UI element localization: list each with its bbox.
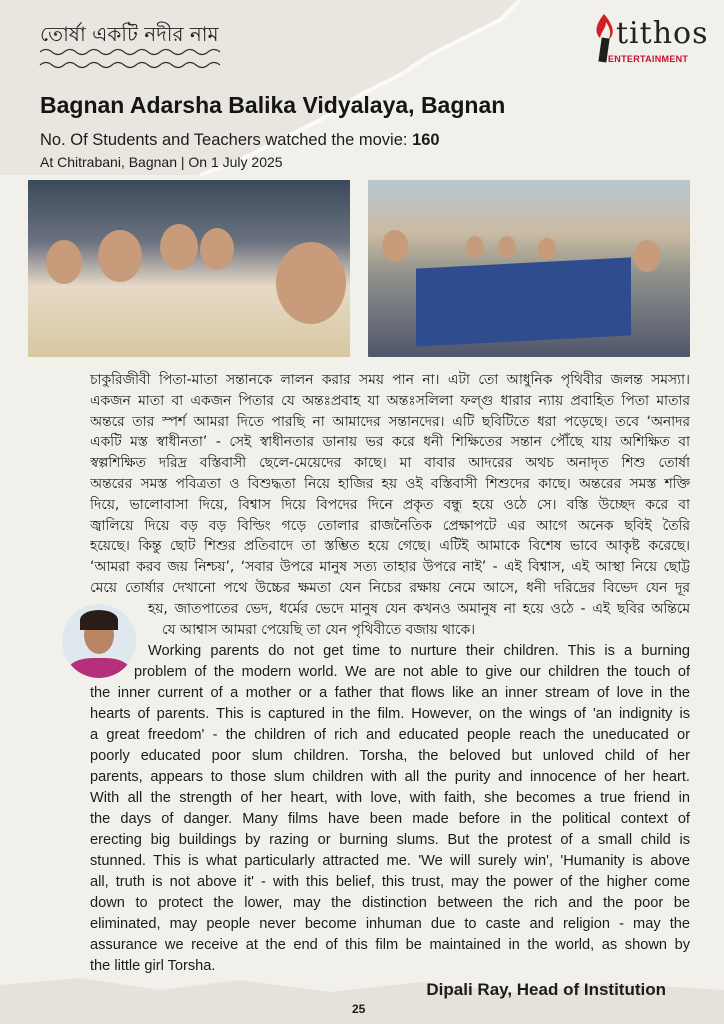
review-english-line: the inner current of a mother or a father that flows like an inner stream of love in the	[90, 685, 690, 701]
review-bengali-line: দিয়ে, ভালোবাসা দিয়ে, বিশ্বাস দিয়ে বিপদের দিনে প্রকৃত বন্ধু হয়ে ওঠে সে। বস্তি উচ্ছেদ করে বা	[90, 496, 690, 513]
review-english-line: poorly educated poor slum children. Torsha, the beloved but unloved child of her	[90, 748, 690, 764]
review-bengali-line: ‘আমরা করব জয় নিশ্চয়’, ‘সবার উপরে মানুষ সত্য তাহার উপরে নাই’ - এই বিশ্বাস, এই আস্থা নিয়ে ছোট্ট	[90, 559, 690, 576]
students-selfie-photo	[28, 180, 350, 357]
review-english-line: the days of danger. Many films have been made before in the political context of	[90, 811, 690, 827]
review-english-line: down to protect the lower, may the distinction between the rich and the poor be	[90, 895, 690, 911]
attendance-label: No. Of Students and Teachers watched the movie:	[40, 131, 413, 149]
attendance-count	[40, 131, 440, 150]
review-bengali-line: যে আশ্বাস আমরা পেয়েছি তা যেন পৃথিবীতে বজায় থাকে।	[162, 621, 476, 638]
review-bengali-line: হয়, জাতপাতের ভেদ, ধর্মের ভেদে মানুষ যেন কখনও অমানুষ না হয়ে ওঠে - এই ছবির অন্তিমে	[148, 600, 690, 617]
attendance-value: 160	[412, 131, 440, 149]
review-bengali	[90, 370, 690, 640]
review-bengali-line: হয়েছে। কিন্তু ছোট শিশুর প্রতিবাদে তা স্তম্ভিত হয়ে গেছে। এটিই আমাকে বিশেষ ভাবে আকৃষ্ট করেছে।	[90, 538, 690, 555]
school-name: Bagnan Adarsha Balika Vidyalaya, Bagnan	[40, 92, 506, 118]
tithos-logo	[588, 8, 708, 68]
review-english-line: parents, appears to those slum children with all the purity and innocence of her heart.	[90, 769, 690, 785]
review-bengali-line: মেয়ে তোর্ষার দেখানো পথে উচ্চের ক্ষমতা যেন নিচের রক্ষায় নেমে আসে, ধনী দরিদ্রের বিভেদ যেন দূর	[90, 579, 690, 596]
review-english-line: stunned. This is what particularly attracted me. 'We will surely win', 'Humanity is above	[90, 853, 690, 869]
review-english-line: problem of the modern world. We are not able to give our children the touch of	[134, 664, 690, 680]
logo-subtitle: ENTERTAINMENT	[608, 54, 689, 64]
review-english-line: hearts of parents. This is captured in the film. However, on the wings of 'an indignity is	[90, 706, 690, 722]
students-banner-photo	[368, 180, 690, 357]
series-title: তোর্ষা একটি নদীর নাম	[40, 22, 219, 46]
signature: Dipali Ray, Head of Institution	[426, 980, 666, 999]
review-english-line: a great freedom' - the children of rich and educated people reach the uneducated or	[90, 727, 690, 743]
venue-date: At Chitrabani, Bagnan | On 1 July 2025	[40, 154, 283, 170]
review-bengali-line: স্বল্পশিক্ষিত দরিদ্র বস্তিবাসী ছেলে-মেয়েদের কাছে। মা বাবার আদরের অথচ অনাদৃত শিশু তোর্ষা	[90, 455, 690, 472]
review-bengali-line: একজন মাতা বা একজন পিতার যে অন্তঃপ্রবাহ যা অন্তঃসলিলা ফল্গু ধারার ন্যায় প্রবাহিত পিতা মাতার	[90, 392, 690, 409]
review-english-line: With all the strength of her heart, with love, with faith, she becomes a true friend in	[90, 790, 690, 806]
review-english-line: Working parents do not get time to nurture their children. This is a burning	[148, 643, 690, 659]
squiggle-decoration	[38, 46, 228, 70]
logo-wordmark: tithos	[616, 16, 709, 51]
review-english-line: the little girl Torsha.	[90, 958, 216, 974]
review-bengali-line: চাকুরিজীবী পিতা-মাতা সন্তানকে লালন করার সময় পান না। এটা তো আধুনিক পৃথিবীর জলন্ত সমস্যা।	[90, 372, 690, 388]
review-english-line: all, truth is not above it' - with this belief, this trust, may the power of the higher come	[90, 874, 690, 890]
review-english-line: erecting big buildings by razing or burning slums. But the protest of a small child is	[90, 832, 690, 848]
review-bengali-line: জ্বালিয়ে দিয়ে বড় বড় বিল্ডিং গড়ে তোলার রাজনৈতিক প্রেক্ষাপটে এর আগে অনেক ছবিই তৈরি	[90, 517, 690, 534]
review-english-line: eliminated, may people never become inhuman due to caste and religion - may the	[90, 916, 690, 932]
review-bengali-line: অন্তরে তার স্পর্শ আমরা দিতে পারছি না আমাদের সন্তানদের। এটি ছবিটিতে ধরা পড়েছে। তবে ‘অনাদর	[90, 413, 690, 430]
page-number: 25	[352, 1002, 366, 1016]
review-english-line: assurance we receive at the end of this film be maintained in the world, as shown by	[90, 937, 690, 953]
review-bengali-line: একটি মস্ত স্বাধীনতা’ - সেই স্বাধীনতার ডানায় ভর করে ধনী শিক্ষিতের সন্তান পৌঁছে যায় অশিক্ষিত বা	[90, 434, 690, 451]
review-bengali-line: অন্তরের সমস্ত পবিত্রতা ও বিশুদ্ধতা নিয়ে হাজির হয় ওই বস্তিবাসী শিশুদের কাছে। অন্তরের সমস্ত শক্তি	[90, 475, 690, 492]
review-english	[90, 641, 690, 977]
